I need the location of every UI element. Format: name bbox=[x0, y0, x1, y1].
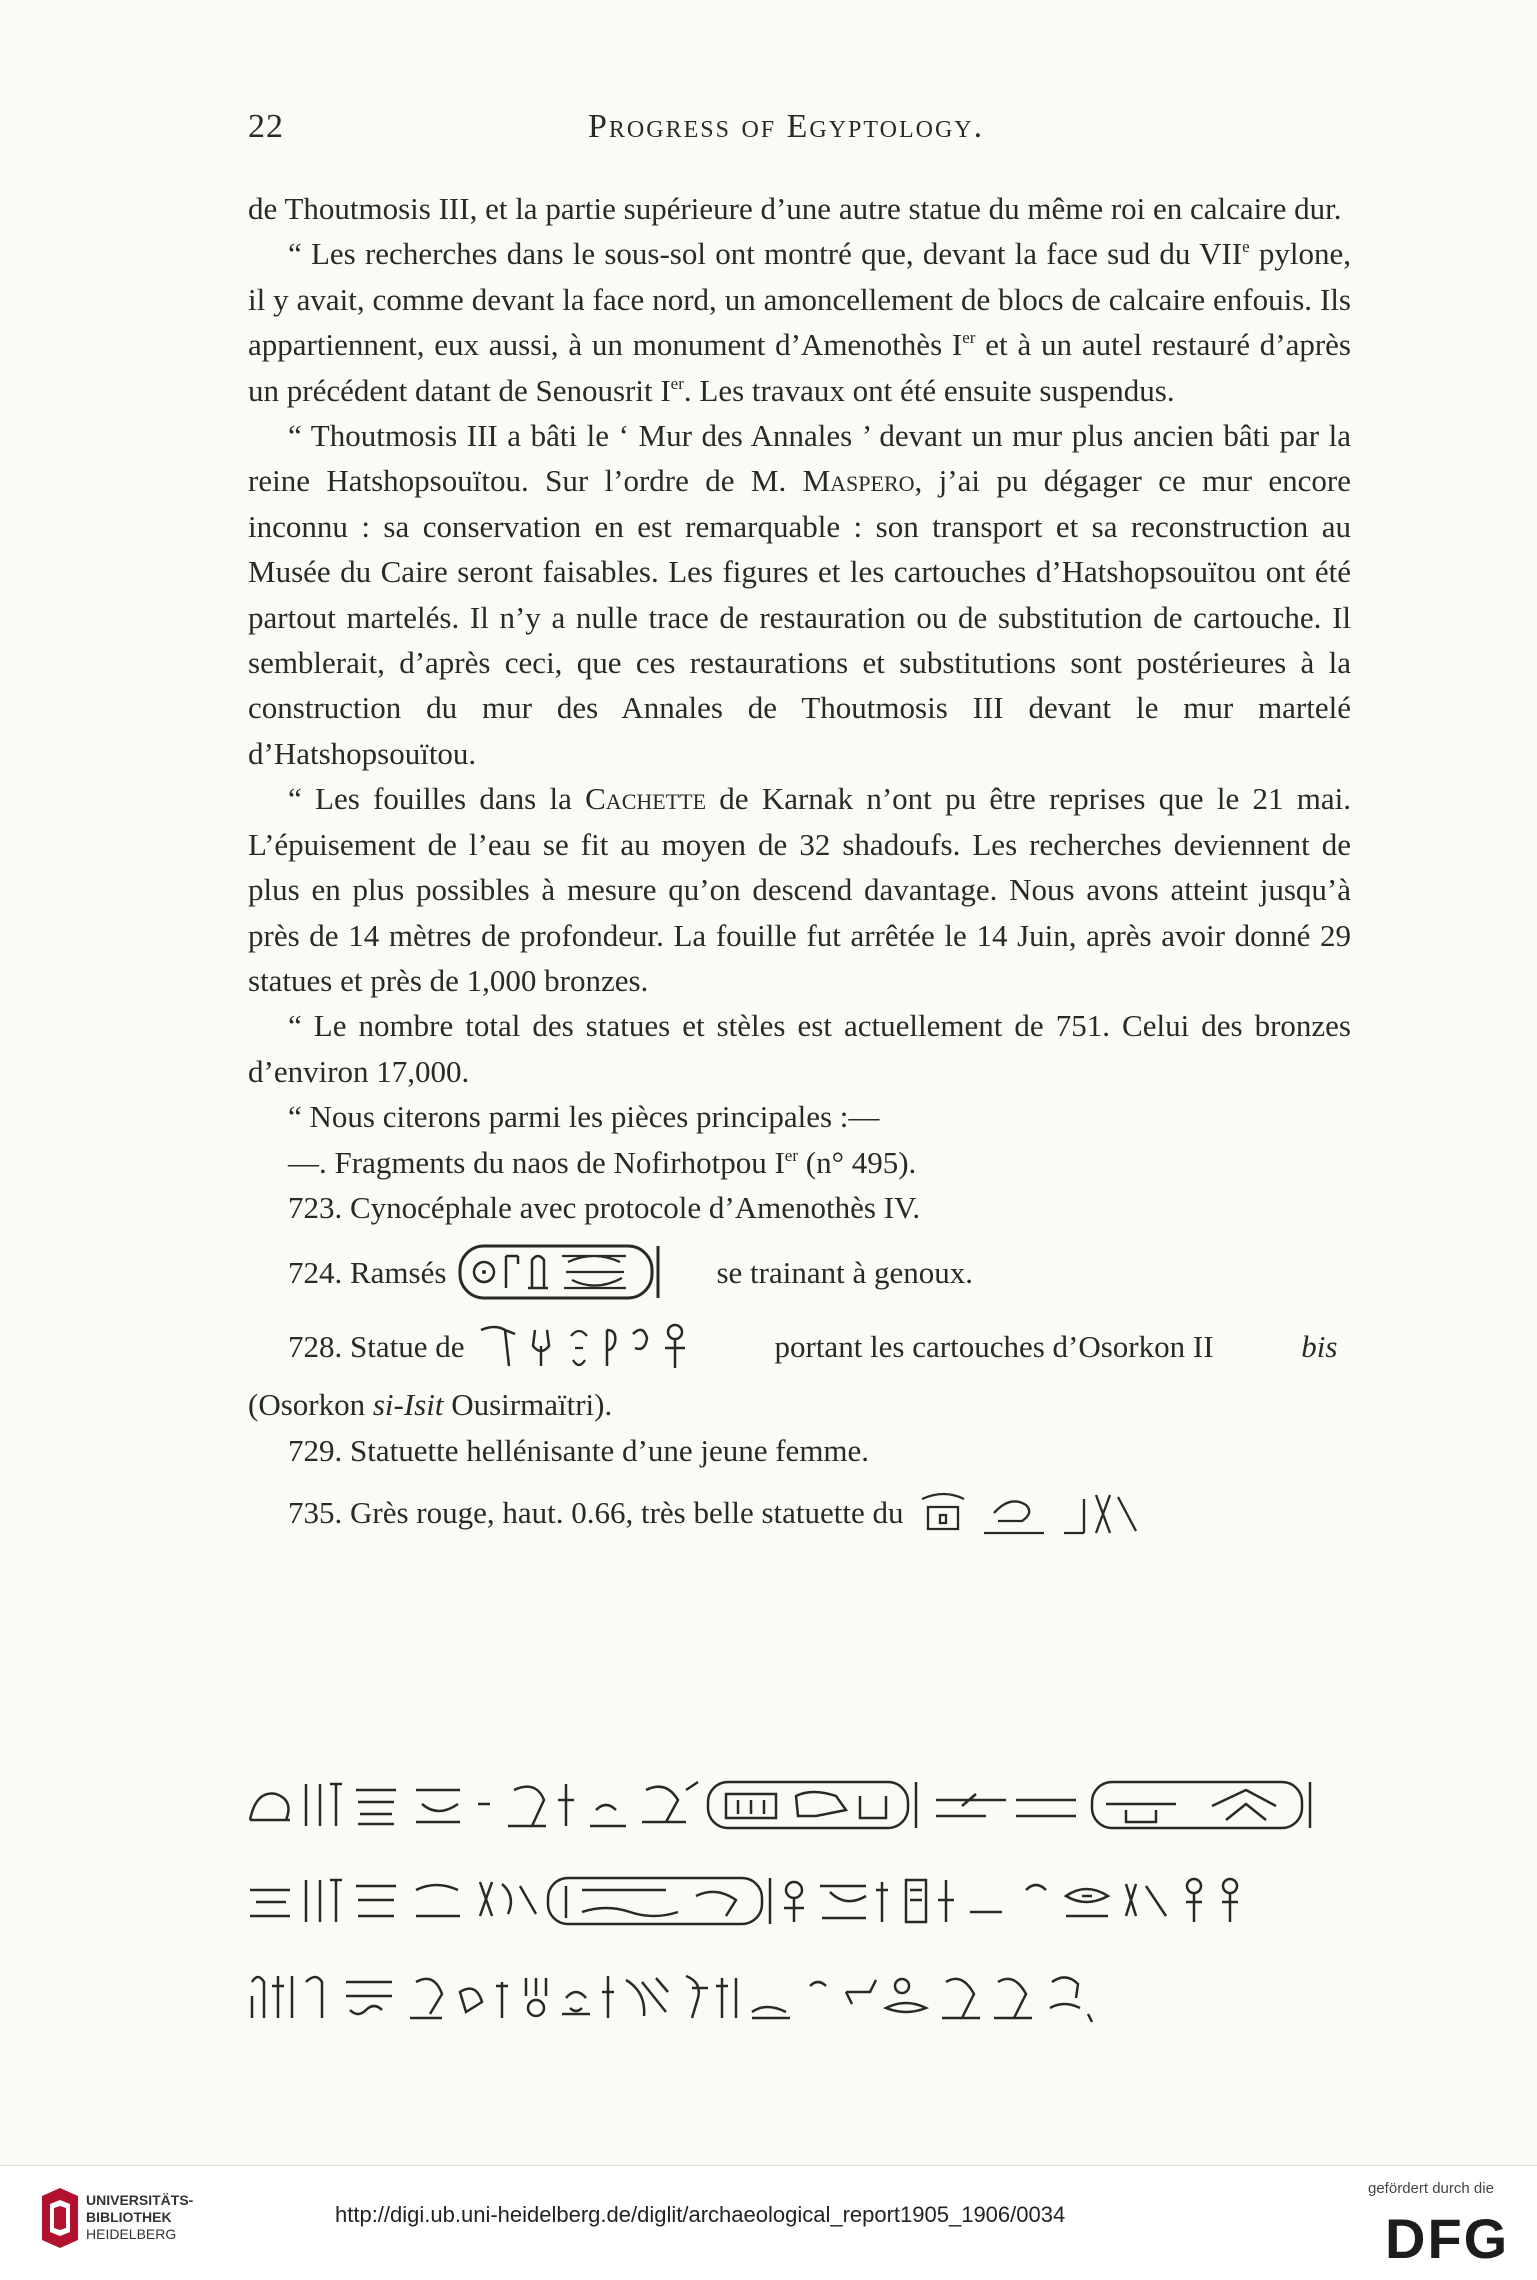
page-header bbox=[248, 108, 1348, 158]
hieroglyph-row-2 bbox=[246, 1856, 1356, 1952]
entry-728-line2: (Osorkon si-Isit Ousirmaïtri). bbox=[248, 1387, 613, 1423]
footer-bar bbox=[0, 2165, 1537, 2280]
entry-729: 729. Statuette hellénisante d’une jeune femme. bbox=[288, 1432, 870, 1468]
hieroglyph-text-row-1-icon bbox=[246, 1760, 1356, 1850]
entry-naos: —. Fragments du naos de Nofirhotpou Ier (n° 495). bbox=[288, 1144, 917, 1180]
hieroglyph-text-row-3-icon bbox=[246, 1952, 1356, 2042]
entry-728: 728. Statue de portant les cartouches d’Osorkon II bis bbox=[248, 1316, 1351, 1376]
cartouche-hieroglyphs-icon bbox=[456, 1242, 666, 1302]
paragraph-6: “ Nous citerons parmi les pièces principales :— bbox=[288, 1099, 880, 1135]
body-text bbox=[248, 186, 1351, 1541]
funding-label: gefördert durch die bbox=[1368, 2180, 1494, 2197]
page-number: 22 bbox=[248, 108, 284, 145]
title-hieroglyphs-icon bbox=[914, 1485, 1144, 1541]
statuette-hieroglyphs bbox=[914, 1485, 1144, 1541]
hieroglyph-row-1 bbox=[246, 1760, 1356, 1856]
entry-724: 724. Ramsés se trainant à genoux. bbox=[248, 1242, 1351, 1302]
paragraph-5: “ Le nombre total des statues et stèles est actuellement de 751. Celui des bronzes d’environ 17,000. bbox=[248, 1008, 1351, 1089]
university-library-logo-icon bbox=[40, 2186, 80, 2250]
paragraph-4: “ Les fouilles dans la Cachette de Karnak n’ont pu être reprises que le 21 mai. L’épuisement de l’eau se fit au moyen de 32 shadoufs. Les recherches deviennent de plus en plus possibles à mesure qu’on descend davantage. Nous avons atteint jusqu’à près de 14 mètres de profondeur. La fouille fut arrêtée le 14 Juin, après avoir donné 29 statues et près de 1,000 bronzes. bbox=[248, 781, 1351, 998]
library-name: UNIVERSITÄTS- BIBLIOTHEK HEIDELBERG bbox=[86, 2192, 194, 2242]
statue-hieroglyphs bbox=[475, 1316, 725, 1376]
paragraph-3: “ Thoutmosis III a bâti le ‘ Mur des Annales ’ devant un mur plus ancien bâti par la reine Hatshopsouïtou. Sur l’ordre de M. Maspero, j’ai pu dégager ce mur encore inconnu : sa conservation en est remarquable : son transport et sa reconstruction au Musée du Caire seront faisables. Les figures et les cartouches d’Hatshopsouïtou ont été partout martelés. Il n’y a nulle trace de restauration ou de substitution de cartouche. Il semblerait, d’après ceci, que ces restaurations et substitutions sont postérieures à la construction du mur des Annales de Thoutmosis III devant le mur martelé d’Hatshopsouïtou. bbox=[248, 418, 1352, 771]
running-title: Progress of Egyptology. bbox=[588, 108, 985, 145]
entry-735: 735. Grès rouge, haut. 0.66, très belle statuette du bbox=[248, 1485, 1351, 1541]
hieroglyph-block bbox=[246, 1760, 1356, 2048]
ramses-cartouche bbox=[456, 1242, 666, 1302]
hieroglyph-row-3 bbox=[246, 1952, 1356, 2048]
paragraph-2: “ Les recherches dans le sous-sol ont montré que, devant la face sud du VIIe pylone, il y avait, comme devant la face nord, un amoncellement de blocs de calcaire enfouis. Ils appartiennent, eux aussi, à un monument d’Amenothès Ier et à un autel restauré d’après un précédent datant de Senousrit Ier. Les travaux ont été ensuite suspendus. bbox=[248, 236, 1352, 408]
hieroglyph-text-row-2-icon bbox=[246, 1856, 1356, 1946]
dfg-logo: DFG bbox=[1385, 2207, 1510, 2270]
source-url[interactable]: http://digi.ub.uni-heidelberg.de/diglit/archaeological_report1905_1906/0034 bbox=[335, 2202, 1066, 2227]
paragraph-1: de Thoutmosis III, et la partie supérieure d’une autre statue du même roi en calcaire dur. bbox=[248, 191, 1342, 226]
name-hieroglyphs-icon bbox=[475, 1316, 725, 1376]
entry-723: 723. Cynocéphale avec protocole d’Amenothès IV. bbox=[288, 1189, 921, 1225]
